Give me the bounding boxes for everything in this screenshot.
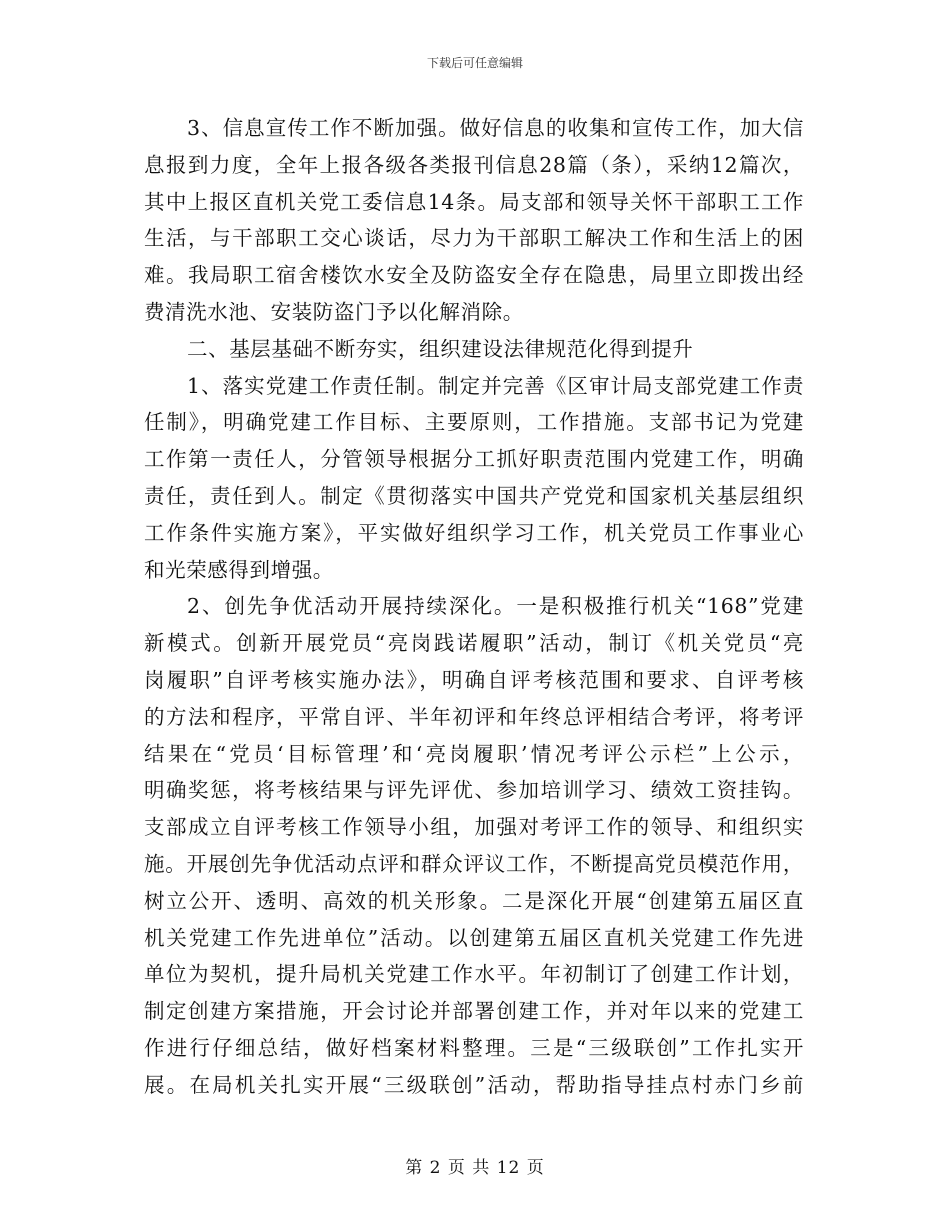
text-line: 作进行仔细总结，做好档案材料整理。三是“三级联创”工作扎实开	[144, 1035, 804, 1060]
text-line: 结果在“党员‘目标管理’和‘亮岗履职’情况考评公示栏”上公示，	[144, 741, 804, 766]
text-line: 生活，与干部职工交心谈话，尽力为干部职工解决工作和生活上的困	[144, 226, 804, 251]
text-line: 任制》，明确党建工作目标、主要原则，工作措施。支部书记为党建	[144, 410, 804, 435]
text-line: 的方法和程序，平常自评、半年初评和年终总评相结合考评，将考评	[144, 704, 804, 729]
text-line: 费清洗水池、安装防盗门予以化解消除。	[144, 299, 524, 324]
text-line: 新模式。创新开展党员“亮岗践诺履职”活动，制订《机关党员“亮	[144, 631, 804, 656]
text-line: 3、信息宣传工作不断加强。做好信息的收集和宣传工作，加大信	[187, 116, 804, 140]
text-line: 工作条件实施方案》，平实做好组织学习工作，机关党员工作事业心	[144, 520, 804, 545]
text-line: 施。开展创先争优活动点评和群众评议工作，不断提高党员模范作用，	[144, 851, 804, 876]
text-line: 难。我局职工宿舍楼饮水安全及防盗安全存在隐患，局里立即拨出经	[144, 263, 804, 288]
paragraph-info-publicity	[144, 110, 804, 331]
text-line: 机关党建工作先进单位”活动。以创建第五届区直机关党建工作先进	[144, 925, 804, 950]
text-line: 1、落实党建工作责任制。制定并完善《区审计局支部党建工作责	[187, 373, 804, 398]
text-line: 息报到力度，全年上报各级各类报刊信息28篇（条），采纳12篇次，	[144, 152, 804, 177]
page-number-footer: 第 2 页 共 12 页	[405, 1158, 545, 1178]
text-line: 和光荣感得到增强。	[144, 557, 334, 582]
text-line: 工作第一责任人，分管领导根据分工抓好职责范围内党建工作，明确	[144, 447, 804, 472]
text-line: 明确奖惩，将考核结果与评先评优、参加培训学习、绩效工资挂钩。	[144, 778, 804, 803]
text-line: 其中上报区直机关党工委信息14条。局支部和领导关怀干部职工工作	[144, 189, 804, 214]
text-line: 制定创建方案措施，开会讨论并部署创建工作，并对年以来的党建工	[144, 999, 804, 1024]
text-line: 单位为契机，提升局机关党建工作水平。年初制订了创建工作计划，	[144, 962, 804, 987]
text-line: 2、创先争优活动开展持续深化。一是积极推行机关“168”党建	[187, 594, 804, 619]
text-line: 树立公开、透明、高效的机关形象。二是深化开展“创建第五届区直	[144, 888, 804, 913]
document-body	[144, 110, 804, 1104]
heading-line: 二、基层基础不断夯实，组织建设法律规范化得到提升	[187, 336, 694, 361]
paragraph-excellence-activities	[144, 588, 804, 1103]
paragraph-party-responsibility	[144, 368, 804, 589]
header-note: 下载后可任意编辑	[426, 56, 523, 70]
text-line: 展。在局机关扎实开展“三级联创”活动，帮助指导挂点村赤门乡前	[144, 1072, 804, 1097]
text-line: 责任，责任到人。制定《贯彻落实中国共产党党和国家机关基层组织	[144, 483, 804, 508]
section-heading	[144, 331, 804, 368]
text-line: 支部成立自评考核工作领导小组，加强对考评工作的领导、和组织实	[144, 815, 804, 840]
text-line: 岗履职”自评考核实施办法》，明确自评考核范围和要求、自评考核	[144, 667, 804, 692]
